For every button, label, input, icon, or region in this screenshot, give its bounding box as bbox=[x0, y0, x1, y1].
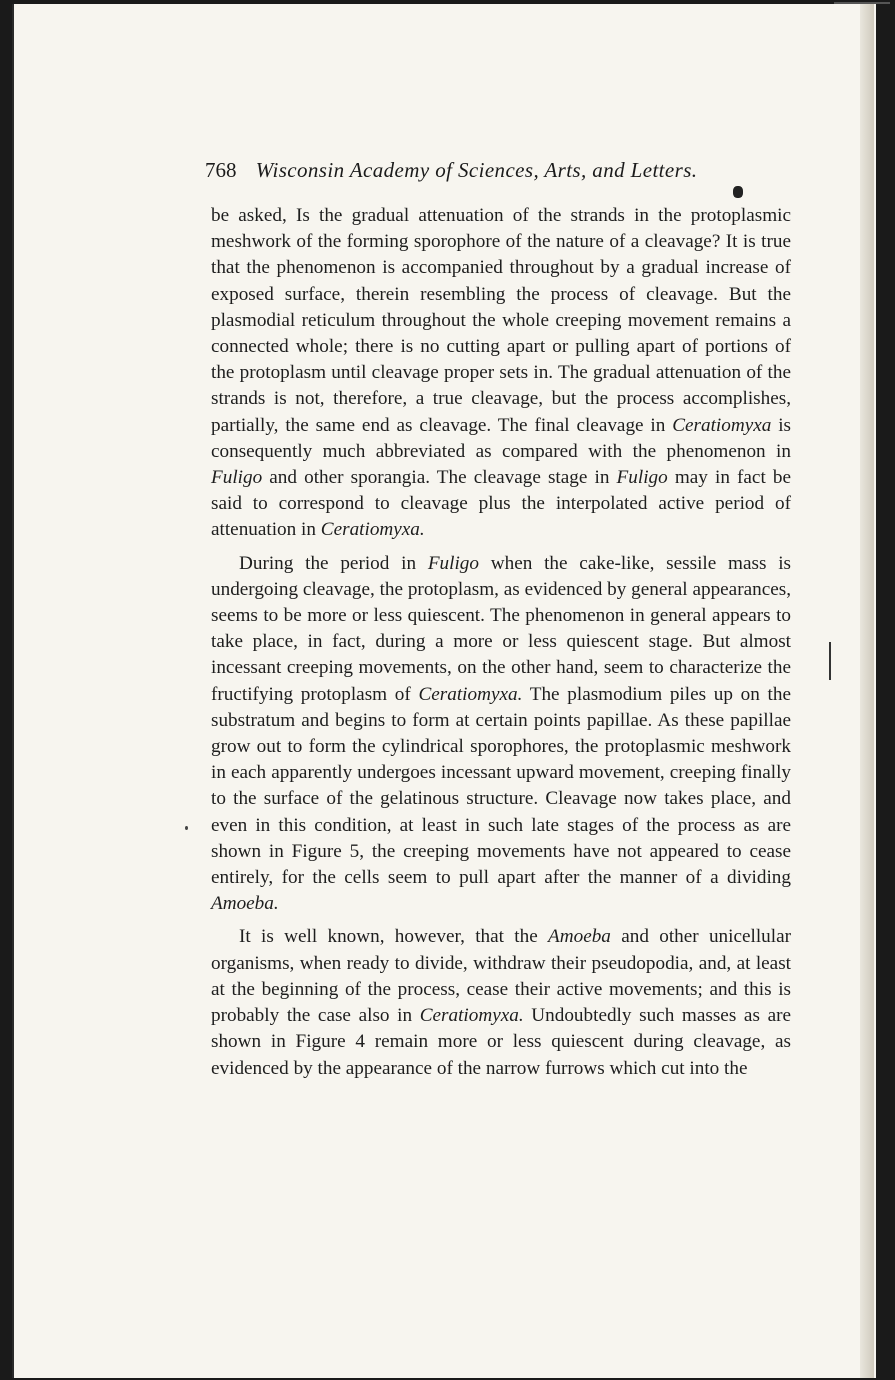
text-run: and other unicellular organisms, when ready to divide, withdraw their pseudopodia, and, at least at the beginning of the process, cease their active movements; and this is probably the case also in bbox=[211, 926, 791, 1027]
italic-term: Fuligo bbox=[211, 467, 263, 489]
page-edge-shadow bbox=[860, 4, 874, 1378]
text-run: may in fact be said to correspond to cleavage plus the interpolated active period of attenuation in bbox=[211, 467, 791, 541]
text-run: During the period in bbox=[239, 552, 428, 574]
text-run: and other sporangia. The cleavage stage in bbox=[262, 467, 617, 489]
italic-term: Amoeba. bbox=[211, 893, 279, 915]
margin-pencil-mark bbox=[829, 642, 831, 680]
body-text bbox=[211, 203, 791, 1089]
paragraph-1 bbox=[211, 203, 791, 544]
italic-term: Fuligo bbox=[616, 467, 668, 489]
ink-dot bbox=[185, 826, 188, 830]
italic-term: Amoeba bbox=[548, 926, 611, 948]
italic-term: Ceratiomyxa. bbox=[418, 683, 523, 705]
running-header bbox=[205, 158, 765, 183]
text-run: be asked, Is the gradual attenuation of the strands in the protoplasmic meshwork of the forming sporophore of the nature of a cleavage? It is true that the phenomenon is accompanied throughout by a gradual increase of exposed surface, therein resembling the process of cleavage. But the plasmodial reticulum throughout the whole creeping movement remains a connected whole; there is no cutting apart or pulling apart of portions of the protoplasm until cleavage proper sets in. The gradual attenuation of the strands is not, therefore, a true cleavage, but the process accomplishes, partially, the same end as cleavage. The final cleavage in bbox=[211, 205, 791, 436]
scan-corner-mark bbox=[834, 2, 890, 10]
text-run: Undoubtedly such masses as are shown in Figure 4 remain more or less quiescent during cleavage, as evidenced by the appearance of the narrow furrows which cut into the bbox=[211, 1005, 791, 1079]
page-number: 768 bbox=[205, 158, 237, 182]
italic-term: Ceratiomyxa. bbox=[419, 1005, 524, 1027]
paragraph-2 bbox=[211, 551, 791, 918]
ink-smudge bbox=[733, 186, 743, 198]
text-run: It is well known, however, that the bbox=[239, 926, 549, 948]
italic-term: Ceratiomyxa. bbox=[320, 519, 425, 541]
journal-title: Wisconsin Academy of Sciences, Arts, and Letters. bbox=[255, 158, 698, 182]
italic-term: Ceratiomyxa bbox=[672, 414, 772, 436]
paragraph-3 bbox=[211, 924, 791, 1081]
text-run: is consequently much abbreviated as compared with the phenomenon in bbox=[211, 414, 791, 462]
italic-term: Fuligo bbox=[427, 552, 479, 574]
text-run: when the cake-like, sessile mass is undergoing cleavage, the protoplasm, as evidenced by general appearances, seems to be more or less quiescent. The phenomenon in general appears to take place, in fact, during a more or less quiescent stage. But almost incessant creeping movements, on the other hand, seem to characterize the fructifying protoplasm of bbox=[211, 552, 791, 705]
text-run: The plasmodium piles up on the substratum and begins to form at certain points papillae. As these papillae grow out to form the cylindrical sporophores, the protoplasmic meshwork in each apparently undergoes incessant upward movement, creeping finally to the surface of the gelatinous structure. Cleavage now takes place, and even in this condition, at least in such late stages of the process as are shown in Figure 5, the creeping movements have not appeared to cease entirely, for the cells seem to pull apart after the manner of a dividing bbox=[211, 683, 791, 889]
